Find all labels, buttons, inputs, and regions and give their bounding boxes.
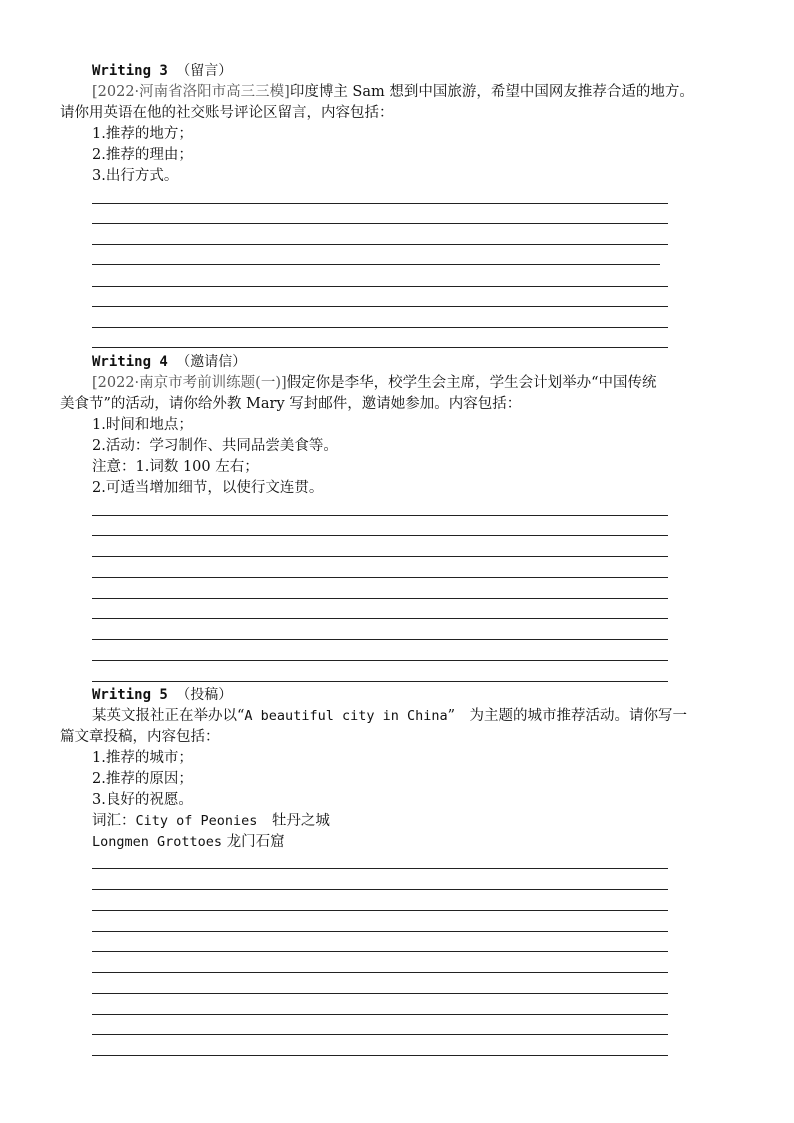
answer-line (92, 515, 668, 516)
answer-line (92, 868, 668, 869)
answer-line (92, 286, 668, 287)
writing4-note-1: 注意：1.词数 100 左右； (92, 459, 259, 475)
answer-line (92, 889, 668, 890)
answer-line (92, 264, 660, 265)
writing3-item-2: 2.推荐的理由； (92, 147, 193, 163)
answer-line (92, 910, 668, 911)
answer-line (92, 660, 668, 661)
writing4-prompt-line1: [2022·南京市考前训练题(一)]假定你是李华，校学生会主席，学生会计划举办“中国传统 (92, 375, 657, 391)
writing3-prompt-line1: [2022·河南省洛阳市高三三模]印度博主 Sam 想到中国旅游，希望中国网友推荐合适的地方。 (92, 84, 694, 100)
answer-line (92, 618, 668, 619)
writing4-source: [2022·南京市考前训练题(一)] (92, 375, 287, 391)
answer-line (92, 1055, 668, 1056)
answer-line (92, 244, 668, 245)
answer-line (92, 972, 668, 973)
writing3-item-3: 3.出行方式。 (92, 168, 179, 184)
writing3-source: [2022·河南省洛阳市高三三模] (92, 84, 290, 100)
answer-line (92, 1034, 668, 1035)
answer-line (92, 306, 668, 307)
writing5-item-3: 3.良好的祝愿。 (92, 792, 193, 808)
writing3-prompt-line2: 请你用英语在他的社交账号评论区留言，内容包括： (60, 105, 394, 121)
writing3-title: Writing 3 （留言） (92, 63, 233, 79)
answer-line (92, 681, 668, 682)
writing5-item-1: 1.推荐的城市； (92, 750, 193, 766)
answer-line (92, 203, 668, 204)
answer-line (92, 639, 668, 640)
answer-line (92, 577, 668, 578)
writing5-prompt-line1: 某英文报社正在举办以“A beautiful city in China” 为主题的城市推荐活动。请你写一 (92, 708, 688, 724)
writing4-prompt-line2: 美食节”的活动，请你给外教 Mary 写封邮件，邀请她参加。内容包括： (60, 396, 522, 412)
writing3-item-1: 1.推荐的地方； (92, 126, 193, 142)
writing4-title: Writing 4 （邀请信） (92, 354, 247, 370)
answer-line (92, 535, 668, 536)
writing4-item-2: 2.活动：学习制作、共同品尝美食等。 (92, 438, 338, 454)
answer-line (92, 347, 668, 348)
answer-line (92, 993, 668, 994)
writing5-title: Writing 5 （投稿） (92, 687, 233, 703)
answer-line (92, 951, 668, 952)
writing5-prompt-line2: 篇文章投稿，内容包括： (60, 729, 220, 745)
writing5-item-2: 2.推荐的原因； (92, 771, 193, 787)
writing5-vocab-1: 词汇：City of Peonies 牡丹之城 (92, 813, 330, 829)
writing4-note-2: 2.可适当增加细节，以使行文连贯。 (92, 480, 324, 496)
answer-line (92, 598, 668, 599)
writing5-vocab-2: Longmen Grottoes 龙门石窟 (92, 834, 285, 850)
answer-line (92, 931, 668, 932)
answer-line (92, 1014, 668, 1015)
answer-line (92, 327, 668, 328)
answer-line (92, 556, 668, 557)
writing4-item-1: 1.时间和地点； (92, 417, 193, 433)
answer-line (92, 223, 668, 224)
